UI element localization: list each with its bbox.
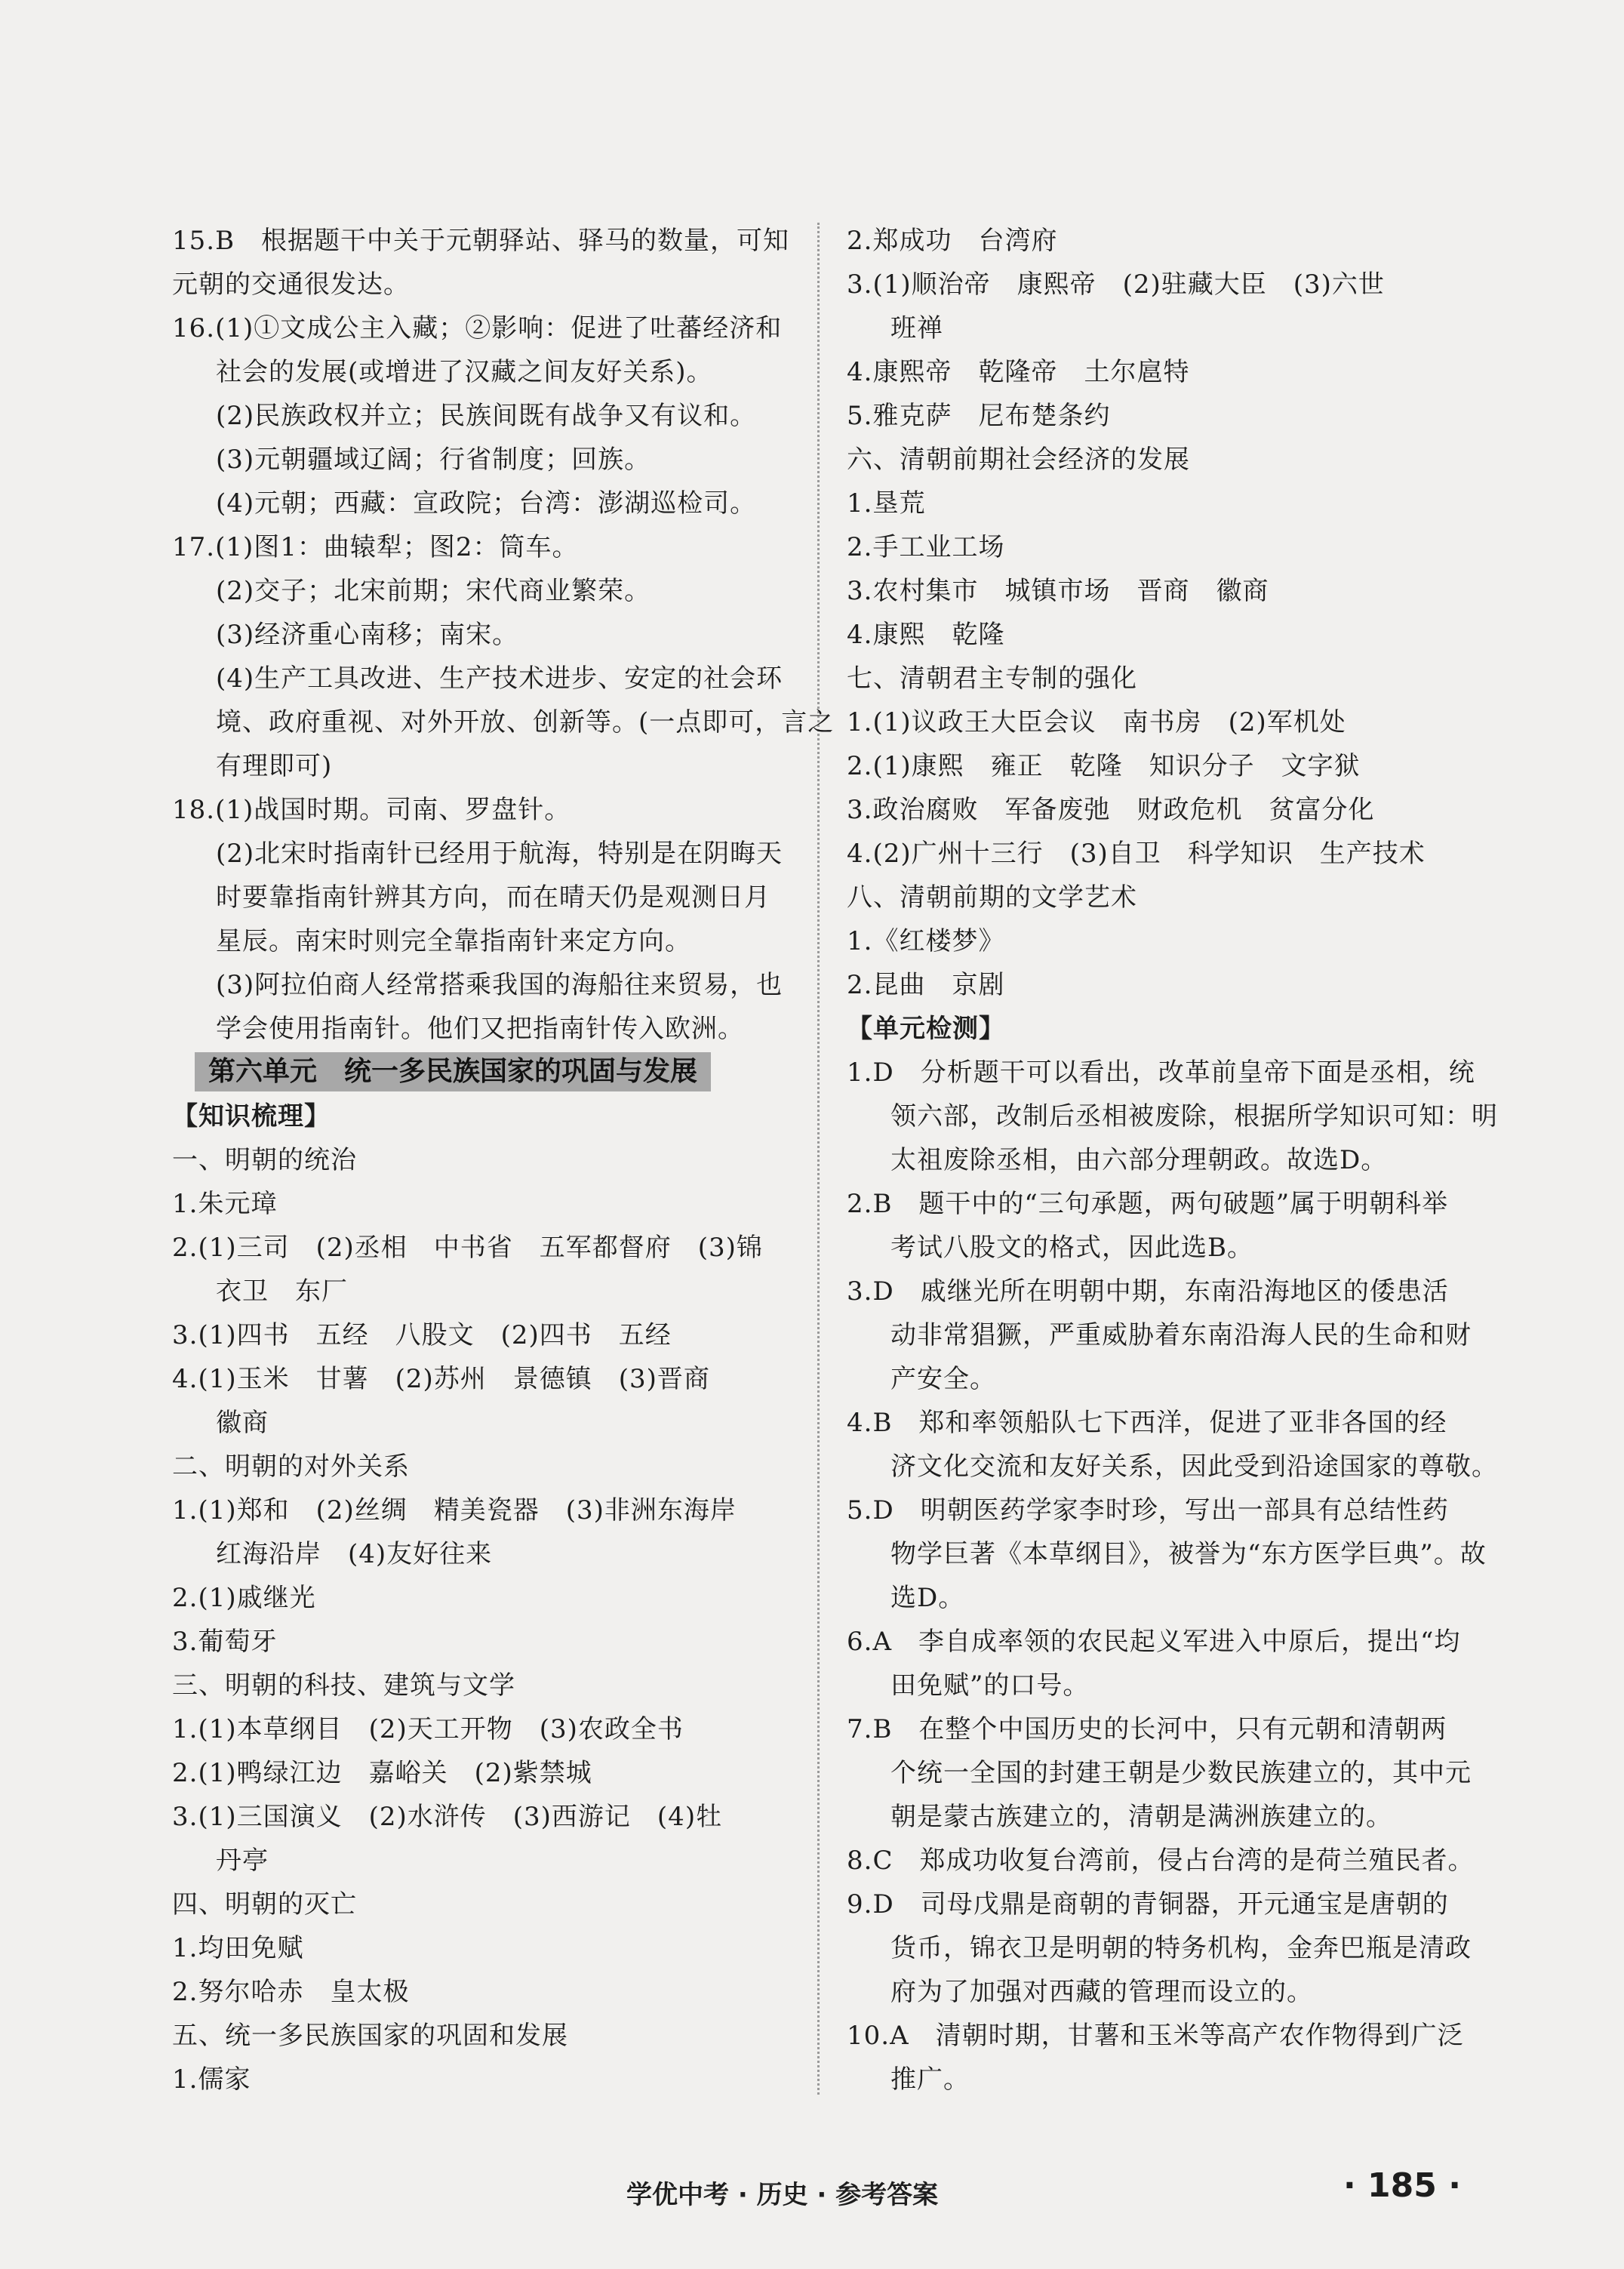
answer-line: 动非常猖獗，严重威胁着东南沿海人民的生命和财 [890,1320,1472,1350]
left-column [172,219,881,2101]
answer-line: 2.郑成功 台湾府 [847,226,1058,256]
page-number: · 185 · [1343,2166,1461,2205]
answer-line: 4.康熙 乾隆 [847,620,1005,650]
answer-line: 9.D 司母戊鼎是商朝的青铜器，开元通宝是唐朝的 [847,1889,1449,1920]
answer-line: 三、明朝的科技、建筑与文学 [172,1670,515,1701]
answer-line: 二、明朝的对外关系 [172,1452,410,1482]
answer-line: 5.D 明朝医药学家李时珍，写出一部具有总结性药 [847,1495,1449,1525]
answer-line: (3)阿拉伯商人经常搭乘我国的海船往来贸易，也 [216,970,783,1000]
answer-line: 一、明朝的统治 [172,1145,357,1175]
answer-line: 3.D 戚继光所在明朝中期，东南沿海地区的倭患活 [847,1276,1449,1307]
answer-line: 五、统一多民族国家的巩固和发展 [172,2021,568,2051]
answer-line: 府为了加强对西藏的管理而设立的。 [890,1977,1313,2007]
unit-title-banner: 第六单元 统一多民族国家的巩固与发展 [195,1052,711,1091]
answer-line: 3.(1)三国演义 (2)水浒传 (3)西游记 (4)牡 [172,1802,723,1832]
answer-line: 17.(1)图1：曲辕犁；图2：筒车。 [172,532,579,562]
answer-line: 1.朱元璋 [172,1189,278,1219]
answer-line: 4.B 郑和率领船队七下西洋，促进了亚非各国的经 [847,1408,1447,1438]
answer-line: 推广。 [890,2064,970,2095]
answer-line: 产安全。 [890,1364,996,1394]
answer-line: 1.儒家 [172,2064,251,2095]
answer-line: 班禅 [890,313,943,343]
section-heading: 【知识梳理】 [172,1101,331,1131]
answer-line: 1.《红楼梦》 [847,926,1005,956]
answer-line: (2)交子；北宋前期；宋代商业繁荣。 [216,576,651,606]
answer-line: (4)元朝；西藏：宣政院；台湾：澎湖巡检司。 [216,488,757,519]
answer-line: 丹亭 [216,1846,269,1876]
answer-line: 星辰。南宋时则完全靠指南针来定方向。 [216,926,691,956]
answer-line: 6.A 李自成率领的农民起义军进入中原后，提出“均 [847,1627,1461,1657]
answer-line: 八、清朝前期的文学艺术 [847,882,1137,913]
answer-line: 领六部，改制后丞相被废除，根据所学知识可知：明 [890,1101,1498,1131]
answer-line: 六、清朝前期社会经济的发展 [847,445,1190,475]
answer-line: 7.B 在整个中国历史的长河中，只有元朝和清朝两 [847,1714,1447,1744]
answer-line: 红海沿岸 (4)友好往来 [216,1539,493,1569]
answer-line: 3.政治腐败 军备废弛 财政危机 贫富分化 [847,795,1375,825]
answer-line: 济文化交流和友好关系，因此受到沿途国家的尊敬。 [890,1452,1498,1482]
answer-line: 境、政府重视、对外开放、创新等。(一点即可，言之 [216,707,835,737]
answer-line: (2)北宋时指南针已经用于航海，特别是在阴晦天 [216,839,783,869]
answer-line: 4.康熙帝 乾隆帝 土尔扈特 [847,357,1190,387]
answer-line: 2.手工业工场 [847,532,1005,562]
answer-line: (3)元朝疆域辽阔；行省制度；回族。 [216,445,651,475]
answer-line: 选D。 [890,1583,965,1613]
answer-line: 3.(1)四书 五经 八股文 (2)四书 五经 [172,1320,672,1350]
answer-line: 8.C 郑成功收复台湾前，侵占台湾的是荷兰殖民者。 [847,1846,1475,1876]
answer-line: 10.A 清朝时期，甘薯和玉米等高产农作物得到广泛 [847,2021,1464,2051]
answer-line: 16.(1)①文成公主入藏；②影响：促进了吐蕃经济和 [172,313,783,343]
answer-line: 衣卫 东厂 [216,1276,348,1307]
answer-line: 4.(2)广州十三行 (3)自卫 科学知识 生产技术 [847,839,1426,869]
right-column [847,219,1497,2101]
answer-line: 2.B 题干中的“三句承题，两句破题”属于明朝科举 [847,1189,1449,1219]
answer-line: 1.(1)议政王大臣会议 南书房 (2)军机处 [847,707,1346,737]
answer-line: (2)民族政权并立；民族间既有战争又有议和。 [216,401,757,431]
answer-line: 时要靠指南针辨其方向，而在晴天仍是观测日月 [216,882,770,913]
answer-line: 2.(1)戚继光 [172,1583,316,1613]
answer-line: 1.均田免赋 [172,1933,304,1963]
answer-line: 货币，锦衣卫是明朝的特务机构，金奔巴瓶是清政 [890,1933,1472,1963]
section-heading: 【单元检测】 [847,1014,1005,1044]
footer-title: 学优中考 · 历史 · 参考答案 [626,2180,939,2210]
answer-line: 15.B 根据题干中关于元朝驿站、驿马的数量，可知 [172,226,790,256]
answer-line: 学会使用指南针。他们又把指南针传入欧洲。 [216,1014,744,1044]
answer-line: 太祖废除丞相，由六部分理朝政。故选D。 [890,1145,1388,1175]
answer-line: 1.(1)本草纲目 (2)天工开物 (3)农政全书 [172,1714,684,1744]
answer-line: 1.垦荒 [847,488,926,519]
answer-line: 考试八股文的格式，因此选B。 [890,1233,1253,1263]
answer-line: 有理即可) [216,751,333,781]
answer-line: 2.(1)康熙 雍正 乾隆 知识分子 文字狱 [847,751,1361,781]
answer-line: 元朝的交通很发达。 [172,269,410,300]
answer-line: 徽商 [216,1408,269,1438]
answer-line: 个统一全国的封建王朝是少数民族建立的，其中元 [890,1758,1472,1788]
answer-line: 18.(1)战国时期。司南、罗盘针。 [172,795,571,825]
answer-line: (4)生产工具改进、生产技术进步、安定的社会环 [216,663,783,694]
answer-line: 田免赋”的口号。 [890,1670,1090,1701]
answer-line: 1.(1)郑和 (2)丝绸 精美瓷器 (3)非洲东海岸 [172,1495,737,1525]
answer-line: 2.昆曲 京剧 [847,970,1005,1000]
answer-line: 七、清朝君主专制的强化 [847,663,1137,694]
answer-line: 朝是蒙古族建立的，清朝是满洲族建立的。 [890,1802,1392,1832]
answer-line: 3.农村集市 城镇市场 晋商 徽商 [847,576,1269,606]
answer-line: 物学巨著《本草纲目》，被誉为“东方医学巨典”。故 [890,1539,1487,1569]
answer-line: 社会的发展(或增进了汉藏之间友好关系)。 [216,357,713,387]
answer-line: 2.(1)三司 (2)丞相 中书省 五军都督府 (3)锦 [172,1233,763,1263]
answer-line: 3.(1)顺治帝 康熙帝 (2)驻藏大臣 (3)六世 [847,269,1385,300]
answer-line: 2.努尔哈赤 皇太极 [172,1977,410,2007]
answer-line: 1.D 分析题干可以看出，改革前皇帝下面是丞相，统 [847,1058,1475,1088]
answer-line: 4.(1)玉米 甘薯 (2)苏州 景德镇 (3)晋商 [172,1364,710,1394]
answer-line: 2.(1)鸭绿江边 嘉峪关 (2)紫禁城 [172,1758,592,1788]
answer-line: 5.雅克萨 尼布楚条约 [847,401,1111,431]
answer-line: 3.葡萄牙 [172,1627,278,1657]
answer-line: (3)经济重心南移；南宋。 [216,620,519,650]
answer-line: 四、明朝的灭亡 [172,1889,357,1920]
